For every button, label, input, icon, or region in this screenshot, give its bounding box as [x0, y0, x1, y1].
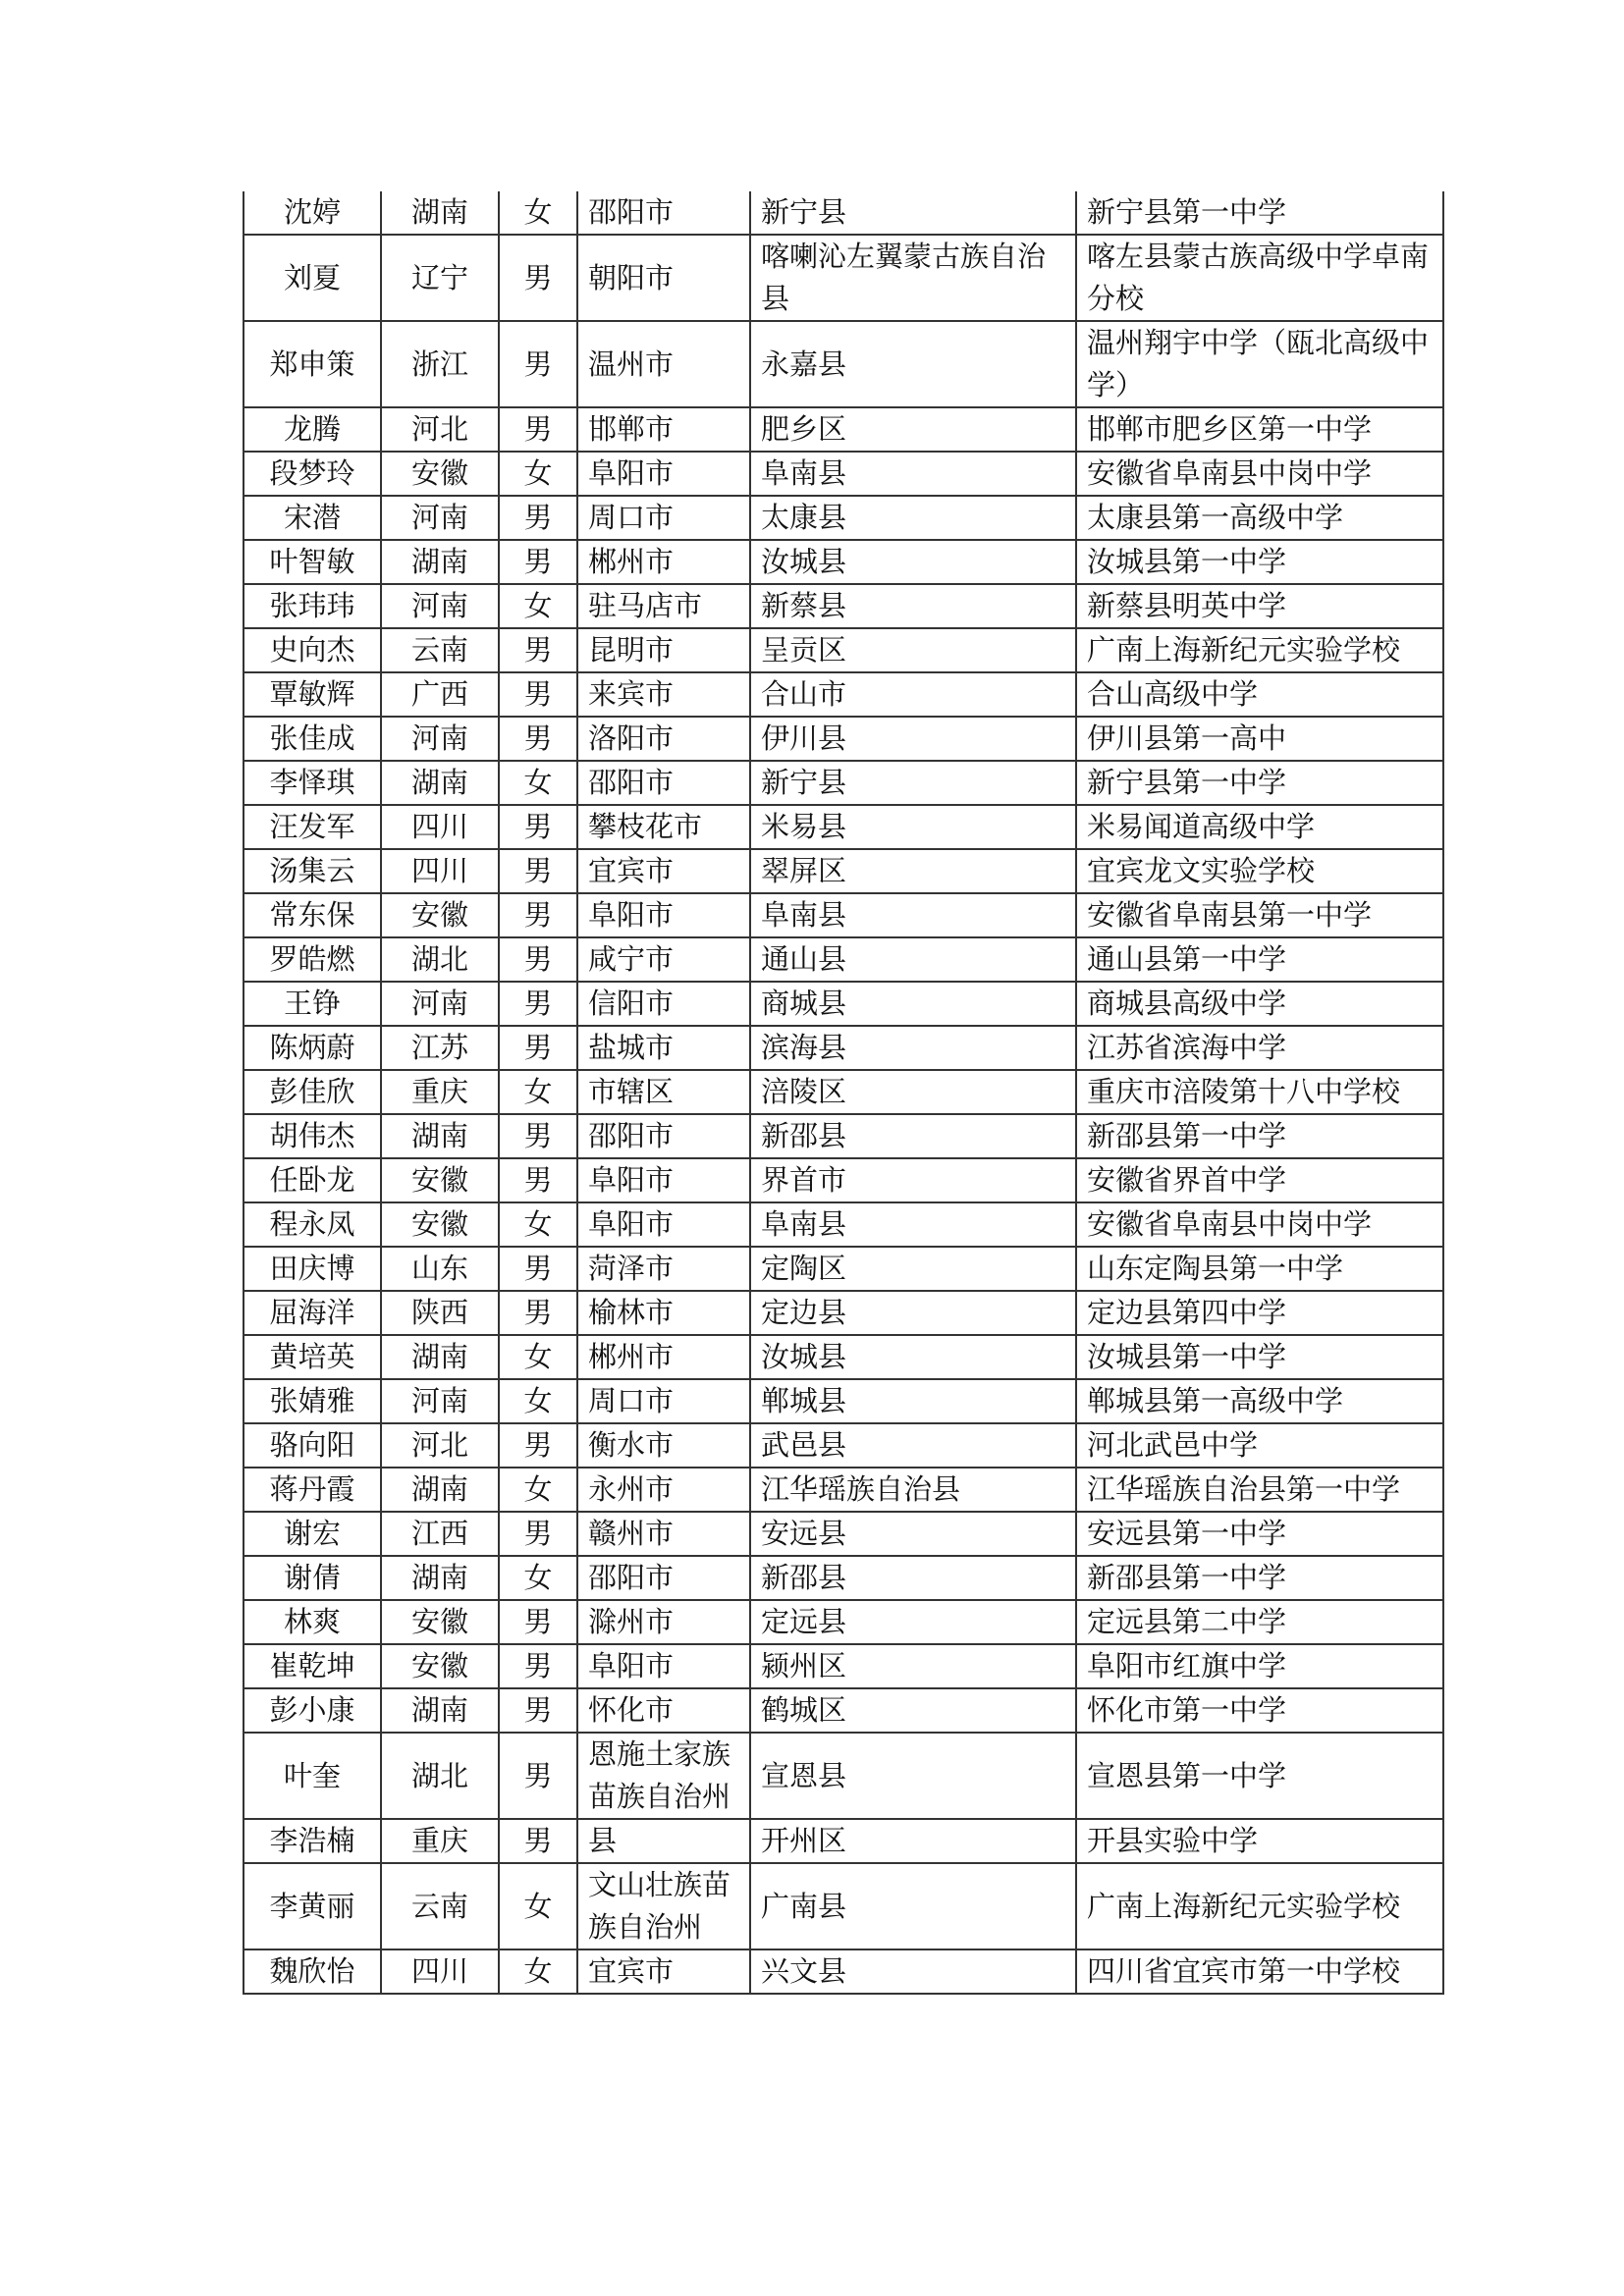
school-cell: 安徽省界首中学 [1076, 1158, 1443, 1202]
county-cell: 武邑县 [750, 1423, 1076, 1468]
name-cell: 叶智敏 [244, 540, 381, 584]
province-cell: 安徽 [381, 452, 499, 496]
county-cell: 定陶区 [750, 1247, 1076, 1291]
county-cell: 商城县 [750, 982, 1076, 1026]
gender-cell: 女 [499, 1070, 577, 1114]
school-cell: 开县实验中学 [1076, 1819, 1443, 1863]
county-cell: 江华瑶族自治县 [750, 1468, 1076, 1512]
school-cell: 伊川县第一高中 [1076, 717, 1443, 761]
gender-cell: 男 [499, 805, 577, 849]
roster-body [244, 191, 1443, 1994]
province-cell: 安徽 [381, 1158, 499, 1202]
city-cell: 阜阳市 [577, 893, 750, 937]
name-cell: 谢宏 [244, 1512, 381, 1556]
city-cell: 攀枝花市 [577, 805, 750, 849]
table-row [244, 1556, 1443, 1600]
table-row [244, 1335, 1443, 1379]
table-row [244, 1819, 1443, 1863]
name-cell: 程永凤 [244, 1202, 381, 1247]
county-cell: 伊川县 [750, 717, 1076, 761]
province-cell: 湖南 [381, 1468, 499, 1512]
table-row [244, 584, 1443, 628]
gender-cell: 男 [499, 672, 577, 717]
school-cell: 合山高级中学 [1076, 672, 1443, 717]
name-cell: 张玮玮 [244, 584, 381, 628]
gender-cell: 女 [499, 1949, 577, 1994]
county-cell: 鹤城区 [750, 1688, 1076, 1733]
county-cell: 定远县 [750, 1600, 1076, 1644]
gender-cell: 女 [499, 1335, 577, 1379]
gender-cell: 男 [499, 496, 577, 540]
gender-cell: 男 [499, 628, 577, 672]
county-cell: 永嘉县 [750, 321, 1076, 407]
city-cell: 滁州市 [577, 1600, 750, 1644]
city-cell: 驻马店市 [577, 584, 750, 628]
table-row [244, 1114, 1443, 1158]
student-roster-table [243, 191, 1444, 1995]
gender-cell: 女 [499, 761, 577, 805]
school-cell: 广南上海新纪元实验学校 [1076, 628, 1443, 672]
name-cell: 郑申策 [244, 321, 381, 407]
gender-cell: 女 [499, 452, 577, 496]
province-cell: 陕西 [381, 1291, 499, 1335]
table-row [244, 672, 1443, 717]
table-row [244, 1863, 1443, 1949]
table-row [244, 1026, 1443, 1070]
table-row [244, 1158, 1443, 1202]
gender-cell: 男 [499, 1512, 577, 1556]
province-cell: 湖南 [381, 191, 499, 235]
province-cell: 重庆 [381, 1070, 499, 1114]
county-cell: 广南县 [750, 1863, 1076, 1949]
province-cell: 河南 [381, 982, 499, 1026]
county-cell: 兴文县 [750, 1949, 1076, 1994]
county-cell: 喀喇沁左翼蒙古族自治县 [750, 235, 1076, 321]
table-row [244, 893, 1443, 937]
name-cell: 林爽 [244, 1600, 381, 1644]
city-cell: 邯郸市 [577, 407, 750, 452]
gender-cell: 女 [499, 1202, 577, 1247]
name-cell: 骆向阳 [244, 1423, 381, 1468]
name-cell: 汪发军 [244, 805, 381, 849]
name-cell: 覃敏辉 [244, 672, 381, 717]
county-cell: 新邵县 [750, 1556, 1076, 1600]
table-row [244, 1512, 1443, 1556]
table-row [244, 1644, 1443, 1688]
school-cell: 定边县第四中学 [1076, 1291, 1443, 1335]
city-cell: 来宾市 [577, 672, 750, 717]
table-row [244, 1379, 1443, 1423]
gender-cell: 男 [499, 1026, 577, 1070]
name-cell: 汤集云 [244, 849, 381, 893]
county-cell: 定边县 [750, 1291, 1076, 1335]
county-cell: 滨海县 [750, 1026, 1076, 1070]
name-cell: 田庆博 [244, 1247, 381, 1291]
county-cell: 翠屏区 [750, 849, 1076, 893]
city-cell: 咸宁市 [577, 937, 750, 982]
name-cell: 李浩楠 [244, 1819, 381, 1863]
county-cell: 汝城县 [750, 1335, 1076, 1379]
gender-cell: 男 [499, 1158, 577, 1202]
school-cell: 新宁县第一中学 [1076, 761, 1443, 805]
province-cell: 重庆 [381, 1819, 499, 1863]
county-cell: 合山市 [750, 672, 1076, 717]
table-row [244, 1070, 1443, 1114]
city-cell: 宜宾市 [577, 849, 750, 893]
name-cell: 沈婷 [244, 191, 381, 235]
school-cell: 山东定陶县第一中学 [1076, 1247, 1443, 1291]
city-cell: 周口市 [577, 1379, 750, 1423]
name-cell: 叶奎 [244, 1733, 381, 1819]
name-cell: 李怿琪 [244, 761, 381, 805]
city-cell: 信阳市 [577, 982, 750, 1026]
table-row [244, 982, 1443, 1026]
table-row [244, 849, 1443, 893]
city-cell: 邵阳市 [577, 1114, 750, 1158]
city-cell: 市辖区 [577, 1070, 750, 1114]
county-cell: 通山县 [750, 937, 1076, 982]
school-cell: 江华瑶族自治县第一中学 [1076, 1468, 1443, 1512]
province-cell: 河南 [381, 584, 499, 628]
city-cell: 昆明市 [577, 628, 750, 672]
county-cell: 安远县 [750, 1512, 1076, 1556]
city-cell: 阜阳市 [577, 1644, 750, 1688]
county-cell: 阜南县 [750, 452, 1076, 496]
county-cell: 开州区 [750, 1819, 1076, 1863]
gender-cell: 男 [499, 982, 577, 1026]
city-cell: 县 [577, 1819, 750, 1863]
table-row [244, 1423, 1443, 1468]
name-cell: 谢倩 [244, 1556, 381, 1600]
city-cell: 邵阳市 [577, 191, 750, 235]
school-cell: 新邵县第一中学 [1076, 1114, 1443, 1158]
gender-cell: 男 [499, 1247, 577, 1291]
city-cell: 阜阳市 [577, 1158, 750, 1202]
school-cell: 宜宾龙文实验学校 [1076, 849, 1443, 893]
gender-cell: 男 [499, 1644, 577, 1688]
county-cell: 涪陵区 [750, 1070, 1076, 1114]
province-cell: 广西 [381, 672, 499, 717]
gender-cell: 男 [499, 235, 577, 321]
name-cell: 宋潜 [244, 496, 381, 540]
school-cell: 汝城县第一中学 [1076, 540, 1443, 584]
school-cell: 怀化市第一中学 [1076, 1688, 1443, 1733]
province-cell: 四川 [381, 1949, 499, 1994]
city-cell: 阜阳市 [577, 1202, 750, 1247]
gender-cell: 男 [499, 540, 577, 584]
name-cell: 蒋丹霞 [244, 1468, 381, 1512]
province-cell: 安徽 [381, 893, 499, 937]
county-cell: 呈贡区 [750, 628, 1076, 672]
county-cell: 新宁县 [750, 761, 1076, 805]
school-cell: 安徽省阜南县中岗中学 [1076, 1202, 1443, 1247]
city-cell: 赣州市 [577, 1512, 750, 1556]
gender-cell: 女 [499, 584, 577, 628]
province-cell: 安徽 [381, 1644, 499, 1688]
gender-cell: 男 [499, 717, 577, 761]
name-cell: 史向杰 [244, 628, 381, 672]
name-cell: 张婧雅 [244, 1379, 381, 1423]
city-cell: 郴州市 [577, 1335, 750, 1379]
name-cell: 龙腾 [244, 407, 381, 452]
county-cell: 阜南县 [750, 893, 1076, 937]
name-cell: 魏欣怡 [244, 1949, 381, 1994]
province-cell: 湖南 [381, 1114, 499, 1158]
school-cell: 温州翔宇中学（瓯北高级中学） [1076, 321, 1443, 407]
province-cell: 安徽 [381, 1202, 499, 1247]
county-cell: 宣恩县 [750, 1733, 1076, 1819]
school-cell: 新蔡县明英中学 [1076, 584, 1443, 628]
name-cell: 刘夏 [244, 235, 381, 321]
table-row [244, 628, 1443, 672]
table-row [244, 1949, 1443, 1994]
gender-cell: 男 [499, 1114, 577, 1158]
city-cell: 菏泽市 [577, 1247, 750, 1291]
table-row [244, 937, 1443, 982]
school-cell: 喀左县蒙古族高级中学卓南分校 [1076, 235, 1443, 321]
name-cell: 崔乾坤 [244, 1644, 381, 1688]
gender-cell: 男 [499, 1291, 577, 1335]
table-row [244, 540, 1443, 584]
school-cell: 广南上海新纪元实验学校 [1076, 1863, 1443, 1949]
school-cell: 安远县第一中学 [1076, 1512, 1443, 1556]
table-row [244, 496, 1443, 540]
table-row [244, 1600, 1443, 1644]
province-cell: 河北 [381, 1423, 499, 1468]
city-cell: 阜阳市 [577, 452, 750, 496]
school-cell: 商城县高级中学 [1076, 982, 1443, 1026]
name-cell: 段梦玲 [244, 452, 381, 496]
gender-cell: 男 [499, 1423, 577, 1468]
table-row [244, 235, 1443, 321]
province-cell: 安徽 [381, 1600, 499, 1644]
table-row [244, 1202, 1443, 1247]
table-row [244, 1247, 1443, 1291]
province-cell: 湖南 [381, 1556, 499, 1600]
city-cell: 衡水市 [577, 1423, 750, 1468]
name-cell: 常东保 [244, 893, 381, 937]
name-cell: 黄培英 [244, 1335, 381, 1379]
city-cell: 朝阳市 [577, 235, 750, 321]
county-cell: 汝城县 [750, 540, 1076, 584]
gender-cell: 男 [499, 321, 577, 407]
school-cell: 阜阳市红旗中学 [1076, 1644, 1443, 1688]
school-cell: 新邵县第一中学 [1076, 1556, 1443, 1600]
school-cell: 郸城县第一高级中学 [1076, 1379, 1443, 1423]
city-cell: 永州市 [577, 1468, 750, 1512]
province-cell: 四川 [381, 849, 499, 893]
province-cell: 湖北 [381, 1733, 499, 1819]
school-cell: 汝城县第一中学 [1076, 1335, 1443, 1379]
school-cell: 通山县第一中学 [1076, 937, 1443, 982]
table-row [244, 1733, 1443, 1819]
province-cell: 河北 [381, 407, 499, 452]
table-row [244, 452, 1443, 496]
gender-cell: 男 [499, 1600, 577, 1644]
gender-cell: 男 [499, 849, 577, 893]
province-cell: 湖北 [381, 937, 499, 982]
city-cell: 洛阳市 [577, 717, 750, 761]
school-cell: 邯郸市肥乡区第一中学 [1076, 407, 1443, 452]
name-cell: 陈炳蔚 [244, 1026, 381, 1070]
name-cell: 罗皓燃 [244, 937, 381, 982]
city-cell: 怀化市 [577, 1688, 750, 1733]
province-cell: 湖南 [381, 1688, 499, 1733]
name-cell: 胡伟杰 [244, 1114, 381, 1158]
school-cell: 定远县第二中学 [1076, 1600, 1443, 1644]
gender-cell: 女 [499, 1863, 577, 1949]
gender-cell: 男 [499, 1688, 577, 1733]
school-cell: 江苏省滨海中学 [1076, 1026, 1443, 1070]
table-row [244, 761, 1443, 805]
county-cell: 米易县 [750, 805, 1076, 849]
name-cell: 李黄丽 [244, 1863, 381, 1949]
province-cell: 湖南 [381, 540, 499, 584]
gender-cell: 男 [499, 407, 577, 452]
province-cell: 江西 [381, 1512, 499, 1556]
gender-cell: 女 [499, 191, 577, 235]
province-cell: 湖南 [381, 1335, 499, 1379]
county-cell: 郸城县 [750, 1379, 1076, 1423]
city-cell: 恩施土家族苗族自治州 [577, 1733, 750, 1819]
name-cell: 彭佳欣 [244, 1070, 381, 1114]
school-cell: 四川省宜宾市第一中学校 [1076, 1949, 1443, 1994]
province-cell: 四川 [381, 805, 499, 849]
table-row [244, 1291, 1443, 1335]
city-cell: 宜宾市 [577, 1949, 750, 1994]
province-cell: 河南 [381, 1379, 499, 1423]
province-cell: 河南 [381, 496, 499, 540]
city-cell: 文山壮族苗族自治州 [577, 1863, 750, 1949]
county-cell: 界首市 [750, 1158, 1076, 1202]
table-row [244, 1688, 1443, 1733]
province-cell: 云南 [381, 628, 499, 672]
county-cell: 新宁县 [750, 191, 1076, 235]
school-cell: 安徽省阜南县第一中学 [1076, 893, 1443, 937]
gender-cell: 男 [499, 893, 577, 937]
county-cell: 颍州区 [750, 1644, 1076, 1688]
city-cell: 盐城市 [577, 1026, 750, 1070]
table-row [244, 407, 1443, 452]
gender-cell: 男 [499, 1733, 577, 1819]
name-cell: 张佳成 [244, 717, 381, 761]
county-cell: 新蔡县 [750, 584, 1076, 628]
table-row [244, 321, 1443, 407]
table-row [244, 1468, 1443, 1512]
city-cell: 邵阳市 [577, 1556, 750, 1600]
school-cell: 宣恩县第一中学 [1076, 1733, 1443, 1819]
county-cell: 太康县 [750, 496, 1076, 540]
city-cell: 郴州市 [577, 540, 750, 584]
city-cell: 周口市 [577, 496, 750, 540]
table-row [244, 805, 1443, 849]
school-cell: 太康县第一高级中学 [1076, 496, 1443, 540]
province-cell: 浙江 [381, 321, 499, 407]
school-cell: 米易闻道高级中学 [1076, 805, 1443, 849]
table-row [244, 717, 1443, 761]
name-cell: 任卧龙 [244, 1158, 381, 1202]
city-cell: 邵阳市 [577, 761, 750, 805]
province-cell: 江苏 [381, 1026, 499, 1070]
county-cell: 阜南县 [750, 1202, 1076, 1247]
gender-cell: 女 [499, 1468, 577, 1512]
province-cell: 云南 [381, 1863, 499, 1949]
school-cell: 新宁县第一中学 [1076, 191, 1443, 235]
province-cell: 河南 [381, 717, 499, 761]
province-cell: 辽宁 [381, 235, 499, 321]
gender-cell: 男 [499, 1819, 577, 1863]
name-cell: 彭小康 [244, 1688, 381, 1733]
county-cell: 肥乡区 [750, 407, 1076, 452]
name-cell: 屈海洋 [244, 1291, 381, 1335]
city-cell: 温州市 [577, 321, 750, 407]
name-cell: 王铮 [244, 982, 381, 1026]
province-cell: 湖南 [381, 761, 499, 805]
school-cell: 重庆市涪陵第十八中学校 [1076, 1070, 1443, 1114]
school-cell: 安徽省阜南县中岗中学 [1076, 452, 1443, 496]
table-row [244, 191, 1443, 235]
city-cell: 榆林市 [577, 1291, 750, 1335]
province-cell: 山东 [381, 1247, 499, 1291]
gender-cell: 女 [499, 1379, 577, 1423]
gender-cell: 男 [499, 937, 577, 982]
county-cell: 新邵县 [750, 1114, 1076, 1158]
school-cell: 河北武邑中学 [1076, 1423, 1443, 1468]
gender-cell: 女 [499, 1556, 577, 1600]
